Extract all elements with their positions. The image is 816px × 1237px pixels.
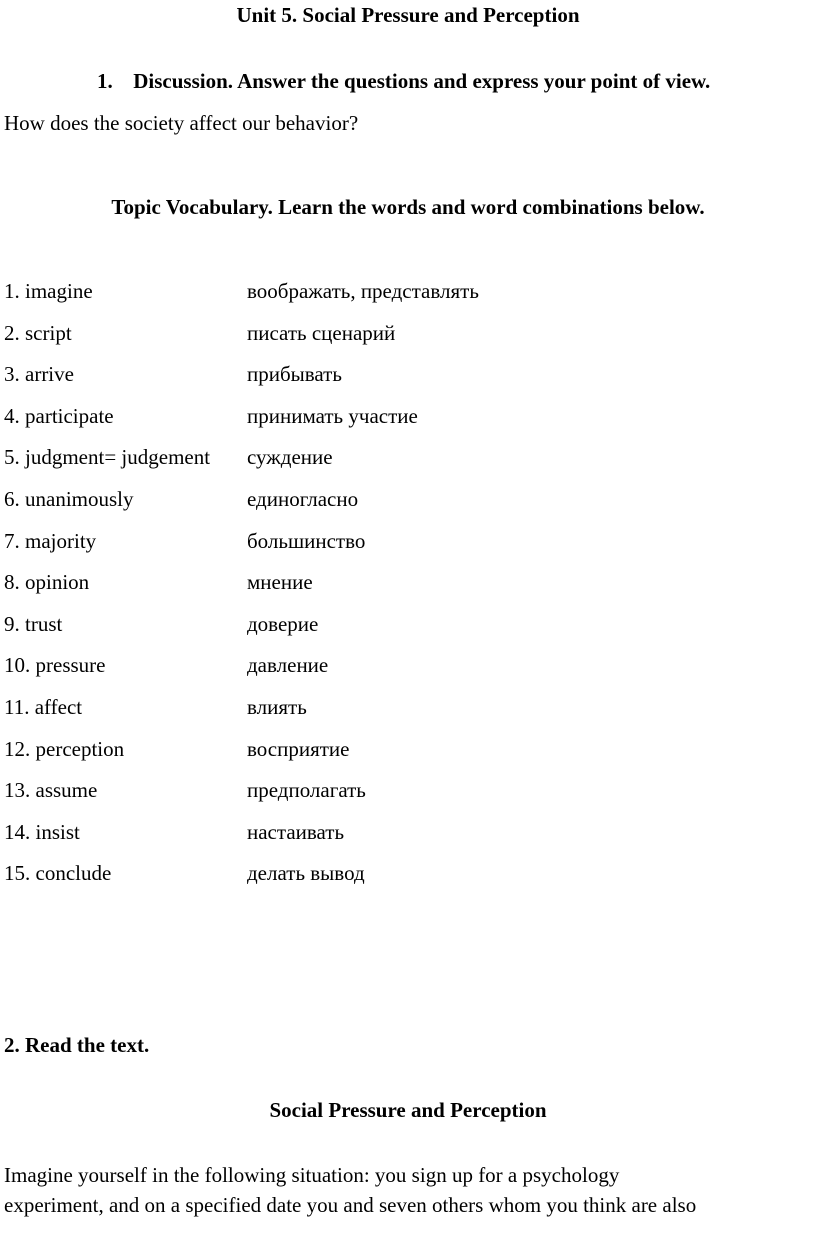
vocabulary-translation: влиять — [247, 695, 307, 719]
vocabulary-item — [4, 528, 784, 554]
vocabulary-translation: большинство — [247, 528, 366, 553]
vocabulary-heading: Topic Vocabulary. Learn the words and word combinations below. — [111, 195, 705, 219]
reading-text-line: experiment, and on a specified date you and seven others whom you think are also — [4, 1193, 697, 1217]
vocabulary-translation: воображать, представлять — [247, 279, 479, 303]
vocabulary-translation: настаивать — [247, 819, 345, 844]
vocabulary-term: 11. affect — [4, 695, 83, 719]
reading-heading: 2. Read the text. — [4, 1033, 150, 1057]
vocabulary-term: 6. unanimously — [4, 487, 134, 511]
vocabulary-item — [4, 361, 784, 387]
vocabulary-item — [4, 486, 784, 512]
vocabulary-translation: единогласно — [247, 487, 359, 511]
vocabulary-item — [4, 652, 784, 678]
vocabulary-translation: мнение — [247, 570, 313, 595]
vocabulary-item — [4, 819, 784, 845]
vocabulary-term: 15. conclude — [4, 861, 112, 886]
vocabulary-term: 3. arrive — [4, 362, 74, 387]
vocabulary-translation: предполагать — [247, 778, 366, 803]
discussion-number: 1. — [97, 69, 113, 93]
vocabulary-term: 7. majority — [4, 528, 97, 553]
vocabulary-translation: писать сценарий — [247, 320, 396, 345]
vocabulary-translation: доверие — [247, 611, 319, 636]
vocabulary-item — [4, 694, 784, 720]
vocabulary-item — [4, 444, 784, 470]
vocabulary-translation: прибывать — [247, 362, 342, 387]
vocabulary-term: 14. insist — [4, 819, 80, 844]
discussion-heading-text: Discussion. Answer the questions and express your point of view. — [133, 69, 711, 93]
vocabulary-term: 12. perception — [4, 736, 125, 761]
vocabulary-translation: суждение — [247, 445, 333, 470]
vocabulary-term: 9. trust — [4, 611, 63, 636]
vocabulary-translation: давление — [247, 653, 329, 678]
vocabulary-term: 4. participate — [4, 403, 114, 428]
vocabulary-item — [4, 278, 784, 304]
vocabulary-term: 1. imagine — [4, 279, 93, 303]
vocabulary-item — [4, 860, 784, 886]
vocabulary-item — [4, 320, 784, 346]
vocabulary-item — [4, 569, 784, 595]
discussion-question: How does the society affect our behavior? — [4, 111, 359, 135]
vocabulary-item — [4, 736, 784, 762]
vocabulary-translation: делать вывод — [247, 861, 365, 886]
vocabulary-translation: восприятие — [247, 736, 350, 761]
vocabulary-term: 2. script — [4, 320, 72, 345]
discussion-heading — [97, 68, 710, 94]
reading-text-title: Social Pressure and Perception — [269, 1098, 547, 1122]
vocabulary-term: 8. opinion — [4, 570, 90, 595]
reading-text-line: Imagine yourself in the following situation: you sign up for a psychology — [4, 1163, 620, 1187]
vocabulary-item — [4, 777, 784, 803]
vocabulary-term: 10. pressure — [4, 653, 106, 678]
vocabulary-translation: принимать участие — [247, 403, 418, 428]
vocabulary-term: 13. assume — [4, 778, 98, 803]
vocabulary-term: 5. judgment= judgement — [4, 445, 211, 470]
vocabulary-item — [4, 403, 784, 429]
unit-title: Unit 5. Social Pressure and Perception — [236, 3, 580, 27]
vocabulary-item — [4, 611, 784, 637]
